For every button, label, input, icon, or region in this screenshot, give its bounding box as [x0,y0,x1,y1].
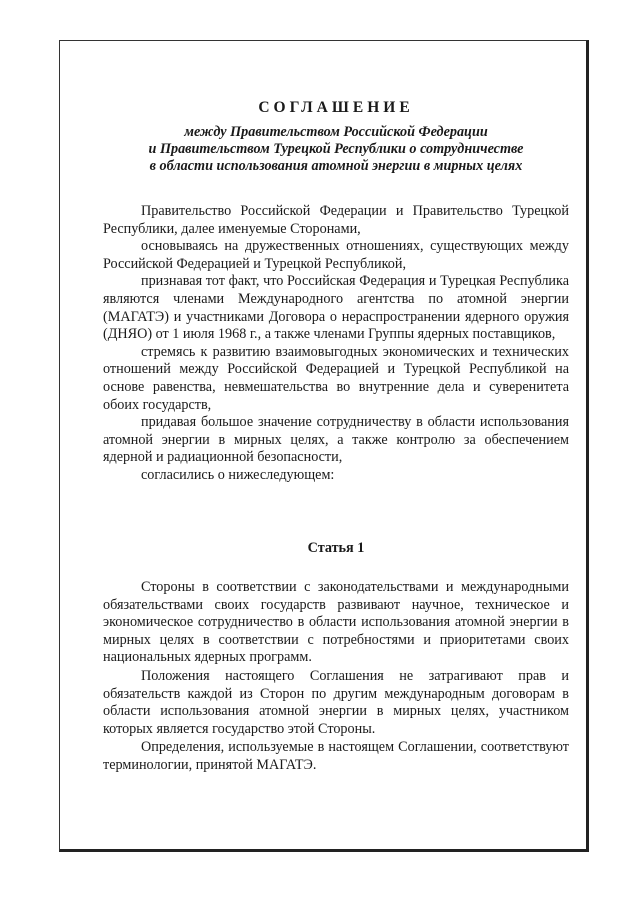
subtitle-line: между Правительством Российской Федерации [184,124,488,140]
article-heading: Статья 1 [307,540,365,556]
article-paragraph: Положения настоящего Соглашения не затрагивают прав и обязательств каждой из Сторон по другим международным договорам в области использования атомной энергии в мирных целях, участником которых является государство этой Стороны. [103,667,569,737]
preamble [103,203,569,485]
document-title: СОГЛАШЕНИЕ [258,99,414,116]
preamble-paragraph: основываясь на дружественных отношениях, существующих между Российской Федерацией и Турецкой Республикой, [103,238,569,272]
subtitle-line: и Правительством Турецкой Республики о сотрудничестве [148,141,524,157]
preamble-paragraph: согласились о нижеследующем: [141,466,335,483]
article-paragraph: Стороны в соответствии с законодательствами и международными обязательствами своих государств развивают научное, техническое и экономическое сотрудничество в области использования атомной энергии в мирных целях в соответствии с потребностями и приоритетами своих национальных ядерных программ. [103,579,569,666]
preamble-paragraph: придавая большое значение сотрудничеству в области использования атомной энергии в мирных целях, а также контролю за обеспечением ядерной и радиационной безопасности, [103,414,569,466]
article-paragraph: Определения, используемые в настоящем Соглашении, соответствуют терминологии, принятой МАГАТЭ. [103,739,569,773]
preamble-paragraph: признавая тот факт, что Российская Федерация и Турецкая Республика являются членами Международного агентства по атомной энергии (МАГАТЭ) и участниками Договора о нераспространении ядерного оружия (ДНЯО) от 1 июля 1968 г., а также членами Группы ядерных поставщиков, [103,273,569,343]
preamble-paragraph: стремясь к развитию взаимовыгодных экономических и технических отношений между Российской Федерацией и Турецкой Республикой на основе равенства, невмешательства во внутренние дела и суверенитета обоих государств, [103,343,569,413]
preamble-paragraph: Правительство Российской Федерации и Правительство Турецкой Республики, далее именуемые Сторонами, [103,203,569,237]
article-1-body [103,579,569,776]
document-subtitle [103,124,569,175]
subtitle-line: в области использования атомной энергии в мирных целях [149,158,523,174]
